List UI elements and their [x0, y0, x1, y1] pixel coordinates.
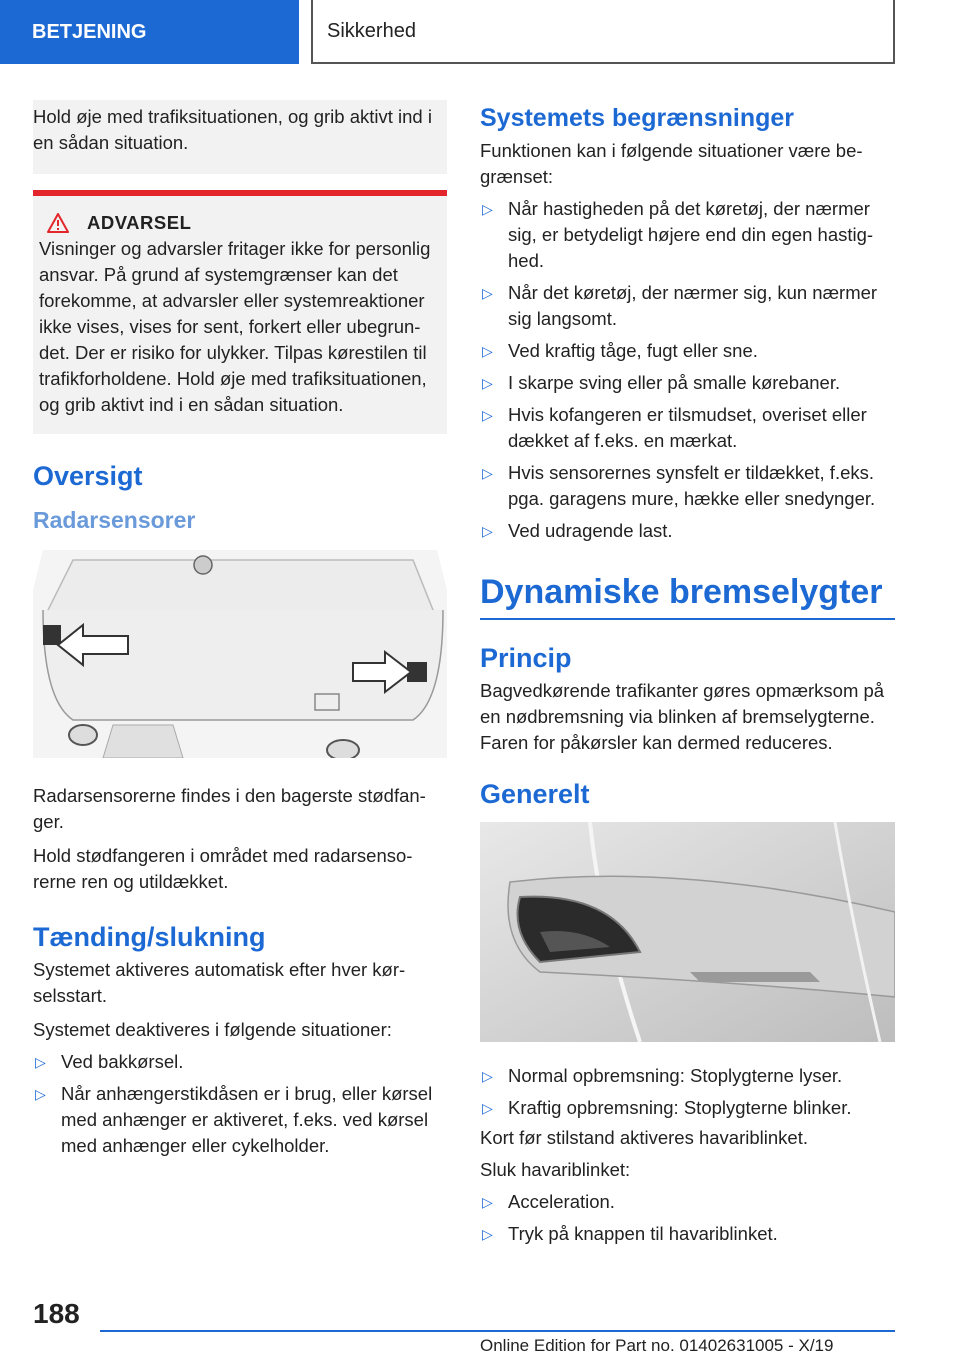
list-item: ▷ Når det køretøj, der nærmer sig, kun nærmer sig langsomt.: [482, 282, 878, 329]
footer-rule: [100, 1330, 895, 1332]
chapter-label: Sikkerhed: [327, 19, 416, 42]
bullet-icon: ▷: [482, 465, 493, 481]
principle-heading: Princip: [480, 643, 572, 673]
limits-heading: Systemets begrænsninger: [480, 104, 794, 132]
bullet-icon: ▷: [482, 1068, 493, 1084]
bullet-icon: ▷: [482, 1226, 493, 1242]
list-item: ▷ Acceleration.: [480, 1189, 895, 1215]
list-item: ▷ Ved udragende last.: [480, 518, 895, 544]
bullet-icon: ▷: [482, 1194, 493, 1210]
ignition-paragraph-1: Systemet aktiveres automatisk efter hver kør-selsstart.: [33, 959, 406, 1006]
warning-header: [37, 212, 437, 234]
hazard-paragraph-1: Kort før stilstand aktiveres havariblinket.: [480, 1127, 808, 1148]
bullet-icon: ▷: [482, 1100, 493, 1116]
list-item: ▷ Når anhængerstikdåsen er i brug, eller kørsel med anhænger er aktiveret, f.eks. ved kørsel med anhænger eller cykelholder.: [35, 1083, 433, 1156]
chapter-tab: [311, 0, 895, 64]
note-box: [33, 100, 447, 174]
section-label: BETJENING: [32, 20, 147, 43]
page-number: 188: [33, 1298, 80, 1329]
warning-title: ADVARSEL: [87, 212, 192, 233]
warning-box: [33, 196, 447, 434]
bullet-icon: ▷: [35, 1086, 46, 1102]
list-item: ▷ Tryk på knappen til havariblinket.: [480, 1221, 895, 1247]
hazard-list: [480, 1189, 895, 1247]
ignition-paragraph-2: Systemet deaktiveres i følgende situationer:: [33, 1019, 392, 1040]
list-item: ▷ I skarpe sving eller på smalle kørebaner.: [480, 370, 895, 396]
left-column: [33, 100, 447, 1159]
bullet-icon: ▷: [35, 1054, 46, 1070]
bullet-icon: ▷: [482, 375, 493, 391]
bullet-icon: ▷: [482, 407, 493, 423]
list-item: ▷ Normal opbremsning: Stoplygterne lyser.: [480, 1063, 895, 1089]
list-item: ▷ Hvis sensorernes synsfelt er tildækket, f.eks. pga. garagens mure, hække eller snedynger.: [482, 462, 876, 509]
list-item: ▷ Ved kraftig tåge, fugt eller sne.: [480, 338, 895, 364]
note-text: Hold øje med trafiksituationen, og grib aktivt ind i en sådan situation.: [33, 106, 432, 153]
bullet-icon: ▷: [482, 285, 493, 301]
hazard-paragraph-2: Sluk havariblinket:: [480, 1159, 631, 1180]
bullet-icon: ▷: [482, 201, 493, 217]
section-tab: [0, 0, 299, 64]
list-item: ▷ Kraftig opbremsning: Stoplygterne blinker.: [480, 1095, 895, 1121]
radar-paragraph-2: Hold stødfangeren i området med radarsenso-rerne ren og utildækket.: [33, 845, 413, 892]
list-item: ▷ Hvis kofangeren er tilsmudset, overiset eller dækket af f.eks. en mærkat.: [482, 404, 867, 451]
rear-bumper-illustration: [33, 550, 447, 758]
warning-triangle-icon: [47, 213, 69, 233]
right-column: [480, 100, 895, 1247]
bullet-icon: ▷: [482, 343, 493, 359]
ignition-list: [33, 1049, 447, 1159]
warning-text: Visninger og advarsler fritager ikke for personlig ansvar. På grund af systemgrænser kan det forekomme, at advarsler eller systemreaktioner ikke vises, vises for sent, forkert eller ubegrun-det. Der er risiko for ulykker. Tilpas kørestilen til trafikforholdene. Hold øje med trafiksituationen, og grib aktivt ind i en sådan situation.: [39, 238, 431, 415]
ignition-heading: Tænding/slukning: [33, 922, 266, 952]
tail-light-illustration: [480, 822, 895, 1042]
principle-text: Bagvedkørende trafikanter gøres opmærksom på en nødbremsning via blinken af bremselygterne. Faren for påkørsler kan dermed reduceres.: [480, 680, 885, 753]
general-heading: Generelt: [480, 779, 590, 809]
edition-text: Online Edition for Part no. 01402631005 - X/19: [480, 1336, 834, 1355]
limits-list: [480, 196, 895, 544]
bullet-icon: ▷: [482, 523, 493, 539]
radar-paragraph-1: Radarsensorerne findes i den bagerste stødfan-ger.: [33, 785, 426, 832]
list-item: ▷ Når hastigheden på det køretøj, der nærmer sig, er betydeligt højere end din egen hastig-hed.: [482, 198, 874, 271]
overview-heading: Oversigt: [33, 461, 143, 491]
brake-lights-heading: Dynamiske bremselygter: [480, 572, 895, 620]
radar-heading: Radarsensorer: [33, 507, 196, 533]
general-list: [480, 1063, 895, 1121]
limits-intro: Funktionen kan i følgende situationer være be-grænset:: [480, 140, 863, 187]
list-item: ▷ Ved bakkørsel.: [33, 1049, 447, 1075]
